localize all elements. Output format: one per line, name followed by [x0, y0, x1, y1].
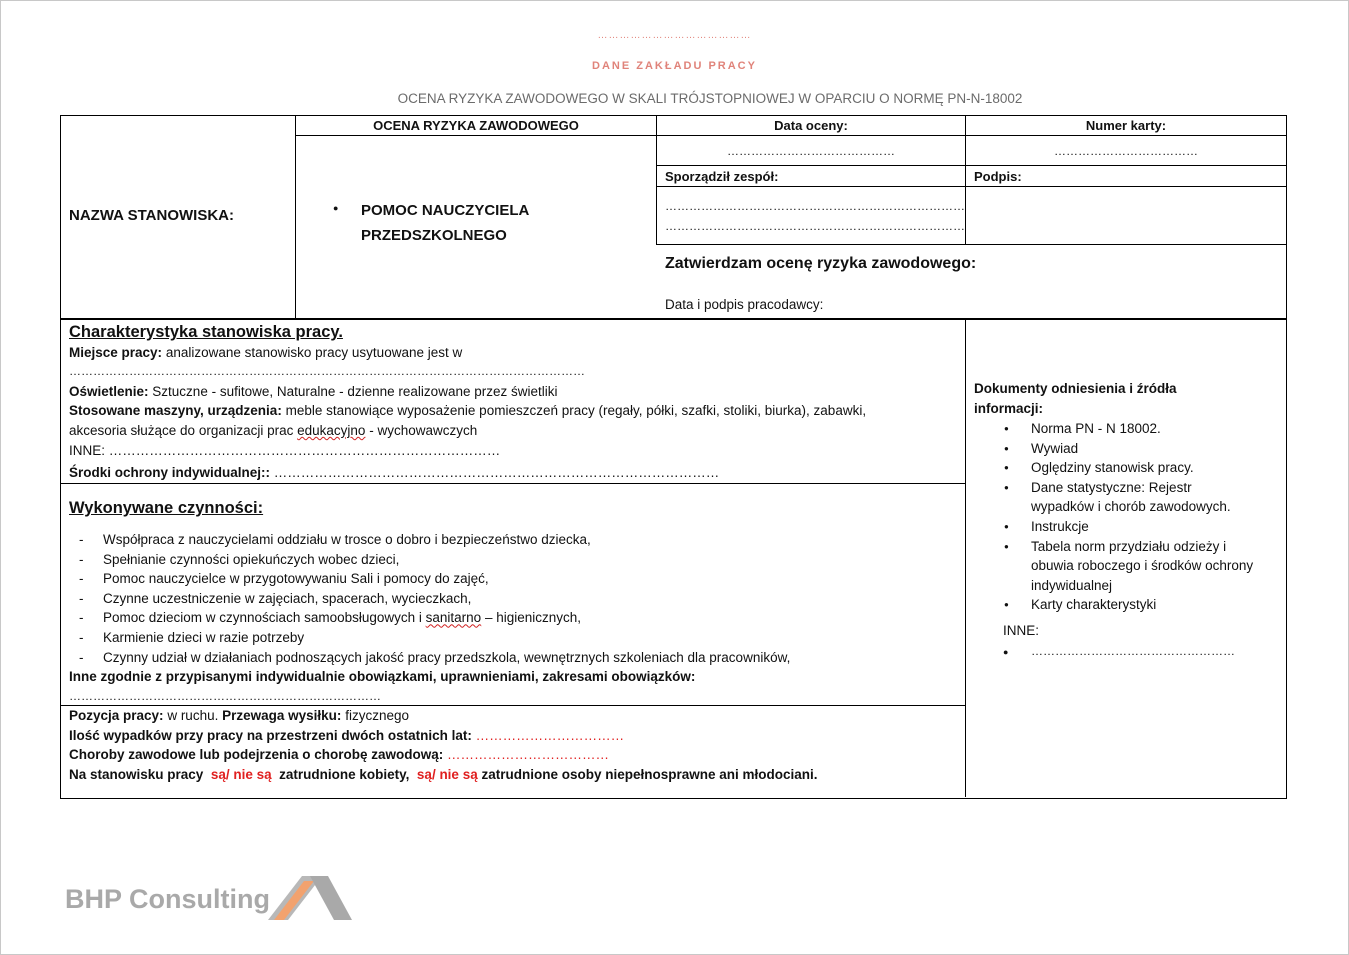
diseases-label: Choroby zawodowe lub podejrzenia o chorobę zawodową: [69, 747, 444, 762]
logo-text: BHP Consulting [65, 884, 270, 914]
employment-text-b: zatrudnione kobiety, [279, 767, 410, 782]
lighting-text: Sztuczne - sufitowe, Naturalne - dzienne realizowane przez świetliki [152, 384, 558, 399]
documents-list [1031, 419, 1253, 615]
list-item: - Czynne uczestniczenie w zajęciach, spacerach, wycieczkach, [103, 589, 790, 609]
machines-label: Stosowane maszyny, urządzenia: [69, 403, 282, 418]
accidents-row [69, 726, 624, 745]
workplace-label: Miejsce pracy: [69, 345, 163, 360]
position-title-line2: PRZEDSZKOLNEGO [361, 227, 507, 244]
signature-label: Podpis: [974, 169, 1022, 184]
bhp-consulting-logo [64, 870, 364, 930]
other-duties-dots[interactable]: …………………………………………………………………… [69, 689, 381, 703]
list-item: ● Oględziny stanowisk pracy. [1031, 458, 1253, 478]
workplace-text: analizowane stanowisko pracy usytuowane jest w [165, 345, 463, 360]
disabled-choice[interactable]: są/ nie są [416, 767, 478, 782]
diseases-row [69, 745, 609, 764]
machines-text-2c: - wychowawczych [369, 423, 478, 438]
work-position-row [69, 706, 409, 725]
lighting-row [69, 382, 557, 401]
document-title: OCENA RYZYKA ZAWODOWEGO W SKALI TRÓJSTOPNIOWEJ W OPARCIU O NORMĘ PN-N-18002 [397, 91, 1023, 106]
list-item [1031, 478, 1253, 517]
list-item-text: – higienicznych, [484, 610, 582, 626]
list-item-text: Tabela norm przydziału odzieży i [1031, 538, 1227, 554]
employment-row [69, 765, 818, 784]
documents-heading-line2: informacji: [974, 401, 1044, 416]
list-item-text: Dane statystyczne: Rejestr [1031, 479, 1192, 495]
card-number-label: Numer karty: [1085, 118, 1167, 133]
women-choice[interactable]: są/ nie są [210, 767, 272, 782]
activities-list [103, 530, 790, 667]
logo-icon [64, 870, 364, 930]
machines-text-2b: edukacyjno [297, 423, 366, 438]
other-duties-label: Inne zgodnie z przypisanymi indywidualnie obowiązkami, uprawnieniami, zakresami obowiązków: [69, 669, 696, 684]
effort-label: Przewaga wysiłku: [222, 708, 342, 723]
assessment-date-label: Data oceny: [774, 118, 848, 133]
bullet-icon: ● [333, 203, 339, 213]
documents-other-field[interactable]: …………………………………………… [1031, 644, 1235, 658]
list-item: - Karmienie dzieci w razie potrzeby [103, 628, 790, 648]
employment-text-c: zatrudnione osoby niepełnosprawne ani młodociani. [481, 767, 818, 782]
approval-statement: Zatwierdzam ocenę ryzyka zawodowego: [665, 255, 977, 272]
diseases-field[interactable]: ……………………………… [447, 747, 610, 762]
work-position-label: Pozycja pracy: [69, 708, 164, 723]
team-field-line2[interactable]: ………………………………………………………………… [665, 219, 965, 233]
machines-row [69, 401, 866, 420]
list-item-text: obuwia roboczego i środków ochrony [1031, 558, 1254, 574]
position-name-label: NAZWA STANOWISKA: [69, 207, 234, 224]
bullet-icon: ● [1003, 647, 1009, 657]
workplace-dots[interactable]: ………………………………………………………………………………………………………………… [69, 364, 585, 378]
team-field-line1[interactable]: ………………………………………………………………… [665, 199, 965, 213]
position-title-line1: POMOC NAUCZYCIELA [361, 202, 530, 219]
ppe-row [69, 463, 719, 482]
machines-row-2 [69, 421, 477, 440]
employment-text-a: Na stanowisku pracy [69, 767, 204, 782]
list-item: - Spełnianie czynności opiekuńczych wobec dzieci, [103, 550, 790, 570]
company-name: DANE ZAKŁADU PRACY [592, 60, 757, 72]
workplace-row [69, 343, 462, 362]
accidents-field[interactable]: …………………………… [475, 728, 625, 743]
other-field[interactable]: INNE: …………………………………………………………………………… [69, 443, 501, 458]
work-position-value: w ruchu. [167, 708, 219, 723]
list-item: ● Norma PN - N 18002. [1031, 419, 1253, 439]
list-item: ● Karty charakterystyki [1031, 595, 1253, 615]
card-number-field[interactable]: ……………………………… [1054, 144, 1198, 158]
team-label: Sporządził zespół: [665, 169, 779, 184]
list-item-text: Pomoc dzieciom w czynnościach samoobsługowych i [103, 610, 422, 626]
list-item: ● Wywiad [1031, 439, 1253, 459]
activities-heading: Wykonywane czynności: [69, 499, 264, 517]
machines-text-2a: akcesoria służące do organizacji prac [69, 423, 294, 438]
list-item: - Czynny udział w działaniach podnoszących jakość pracy przedszkola, wewnętrznych szkoleniach dla pracowników, [103, 648, 790, 668]
accidents-label: Ilość wypadków przy pracy na przestrzeni dwóch ostatnich lat: [69, 728, 472, 743]
list-item: - Współpraca z nauczycielami oddziału w trosce o dobro i bezpieczeństwo dziecka, [103, 530, 790, 550]
list-item: - Pomoc nauczycielce w przygotowywaniu Sali i pomocy do zajęć, [103, 569, 790, 589]
company-placeholder-dots: …………………………………… [597, 30, 752, 41]
ppe-dots[interactable]: ……………………………………………………………………………………… [273, 465, 720, 480]
effort-value: fizycznego [345, 708, 409, 723]
lighting-label: Oświetlenie: [69, 384, 149, 399]
list-item-text: wypadków i chorób zawodowych. [1031, 499, 1231, 515]
documents-heading-line1: Dokumenty odniesienia i źródła [974, 381, 1177, 396]
list-item-text: indywidualnej [1031, 577, 1113, 593]
list-item: ● Instrukcje [1031, 517, 1253, 537]
employer-date-signature-label: Data i podpis pracodawcy: [665, 297, 824, 312]
assessment-date-field[interactable]: …………………………………… [727, 144, 895, 158]
list-item-text: sanitarno [425, 610, 482, 626]
documents-other-label: INNE: [1003, 623, 1040, 638]
list-item [1031, 537, 1253, 596]
list-item [103, 608, 790, 628]
risk-assessment-header: OCENA RYZYKA ZAWODOWEGO [373, 118, 579, 133]
machines-text: meble stanowiące wyposażenie pomieszczeń pracy (regały, półki, szafki, stoliki, biurka), zabawki, [285, 403, 867, 418]
characteristics-heading: Charakterystyka stanowiska pracy. [69, 323, 343, 341]
ppe-label: Środki ochrony indywidualnej:: [69, 465, 271, 480]
